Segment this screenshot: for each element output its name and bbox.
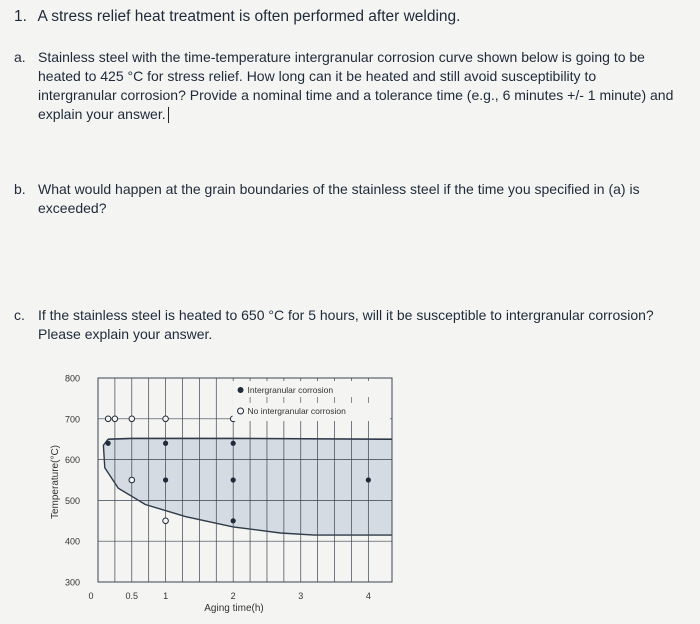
question-title-text: A stress relief heat treatment is often performed after welding.	[37, 8, 461, 25]
text-cursor	[168, 107, 169, 123]
x-axis-label: Aging time(h)	[204, 603, 264, 614]
no-corrosion-point	[105, 416, 111, 422]
no-corrosion-point	[163, 416, 169, 422]
corrosion-point	[163, 441, 168, 446]
corrosion-point	[231, 441, 236, 446]
x-tick-label: 3	[298, 591, 304, 601]
x-tick-label: 2	[230, 591, 236, 601]
legend-label: No intergranular corrosion	[247, 406, 346, 417]
x-tick-label: 0.5	[125, 591, 139, 601]
y-axis-label: Temperature(°C)	[50, 444, 61, 520]
corrosion-point	[106, 441, 111, 446]
ttt-chart	[46, 370, 406, 616]
corrosion-point	[366, 477, 371, 482]
part-a-letter: a.	[14, 49, 26, 65]
part-c-letter: c.	[14, 307, 25, 323]
part-a	[14, 48, 684, 128]
legend-label: Intergranular corrosion	[247, 385, 334, 396]
corrosion-point	[231, 518, 236, 523]
y-tick-label: 300	[64, 577, 80, 588]
question-number: 1.	[14, 8, 27, 25]
legend-marker-filled	[238, 387, 244, 393]
part-c	[14, 306, 684, 348]
legend-marker-open	[238, 408, 244, 414]
corrosion-point	[163, 477, 168, 482]
y-tick-label: 400	[64, 536, 80, 547]
x-tick-label: 1	[163, 591, 169, 601]
y-tick-label: 500	[64, 495, 80, 506]
part-c-text: If the stainless steel is heated to 650 °C for 5 hours, will it be susceptible to intergranular corrosion? Please explain your answer.	[38, 307, 654, 342]
no-corrosion-point	[129, 416, 135, 422]
x-tick-label: 4	[365, 591, 371, 601]
part-b-letter: b.	[14, 181, 26, 197]
corrosion-point	[231, 477, 236, 482]
part-a-text-container[interactable]	[38, 48, 678, 124]
part-b	[14, 180, 684, 222]
y-tick-label: 600	[64, 455, 80, 466]
x-tick-label: 0	[88, 591, 94, 601]
y-tick-label: 800	[64, 373, 80, 384]
part-a-text: Stainless steel with the time-temperature intergranular corrosion curve shown below is going to be heated to 425 °C for stress relief. How long can it be heated and still avoid susceptibility to intergranular corrosion? Provide a nominal time and a tolerance time (e.g., 6 minutes +/- 1 minute) and explain your answer.	[38, 49, 674, 122]
no-corrosion-point	[112, 416, 118, 422]
no-corrosion-point	[163, 518, 169, 524]
y-tick-label: 700	[64, 414, 80, 425]
question-title	[14, 8, 460, 26]
no-corrosion-point	[129, 477, 135, 483]
part-b-text: What would happen at the grain boundaries of the stainless steel if the time you specified in (a) is exceeded?	[38, 181, 640, 216]
chart-legend	[233, 381, 390, 421]
